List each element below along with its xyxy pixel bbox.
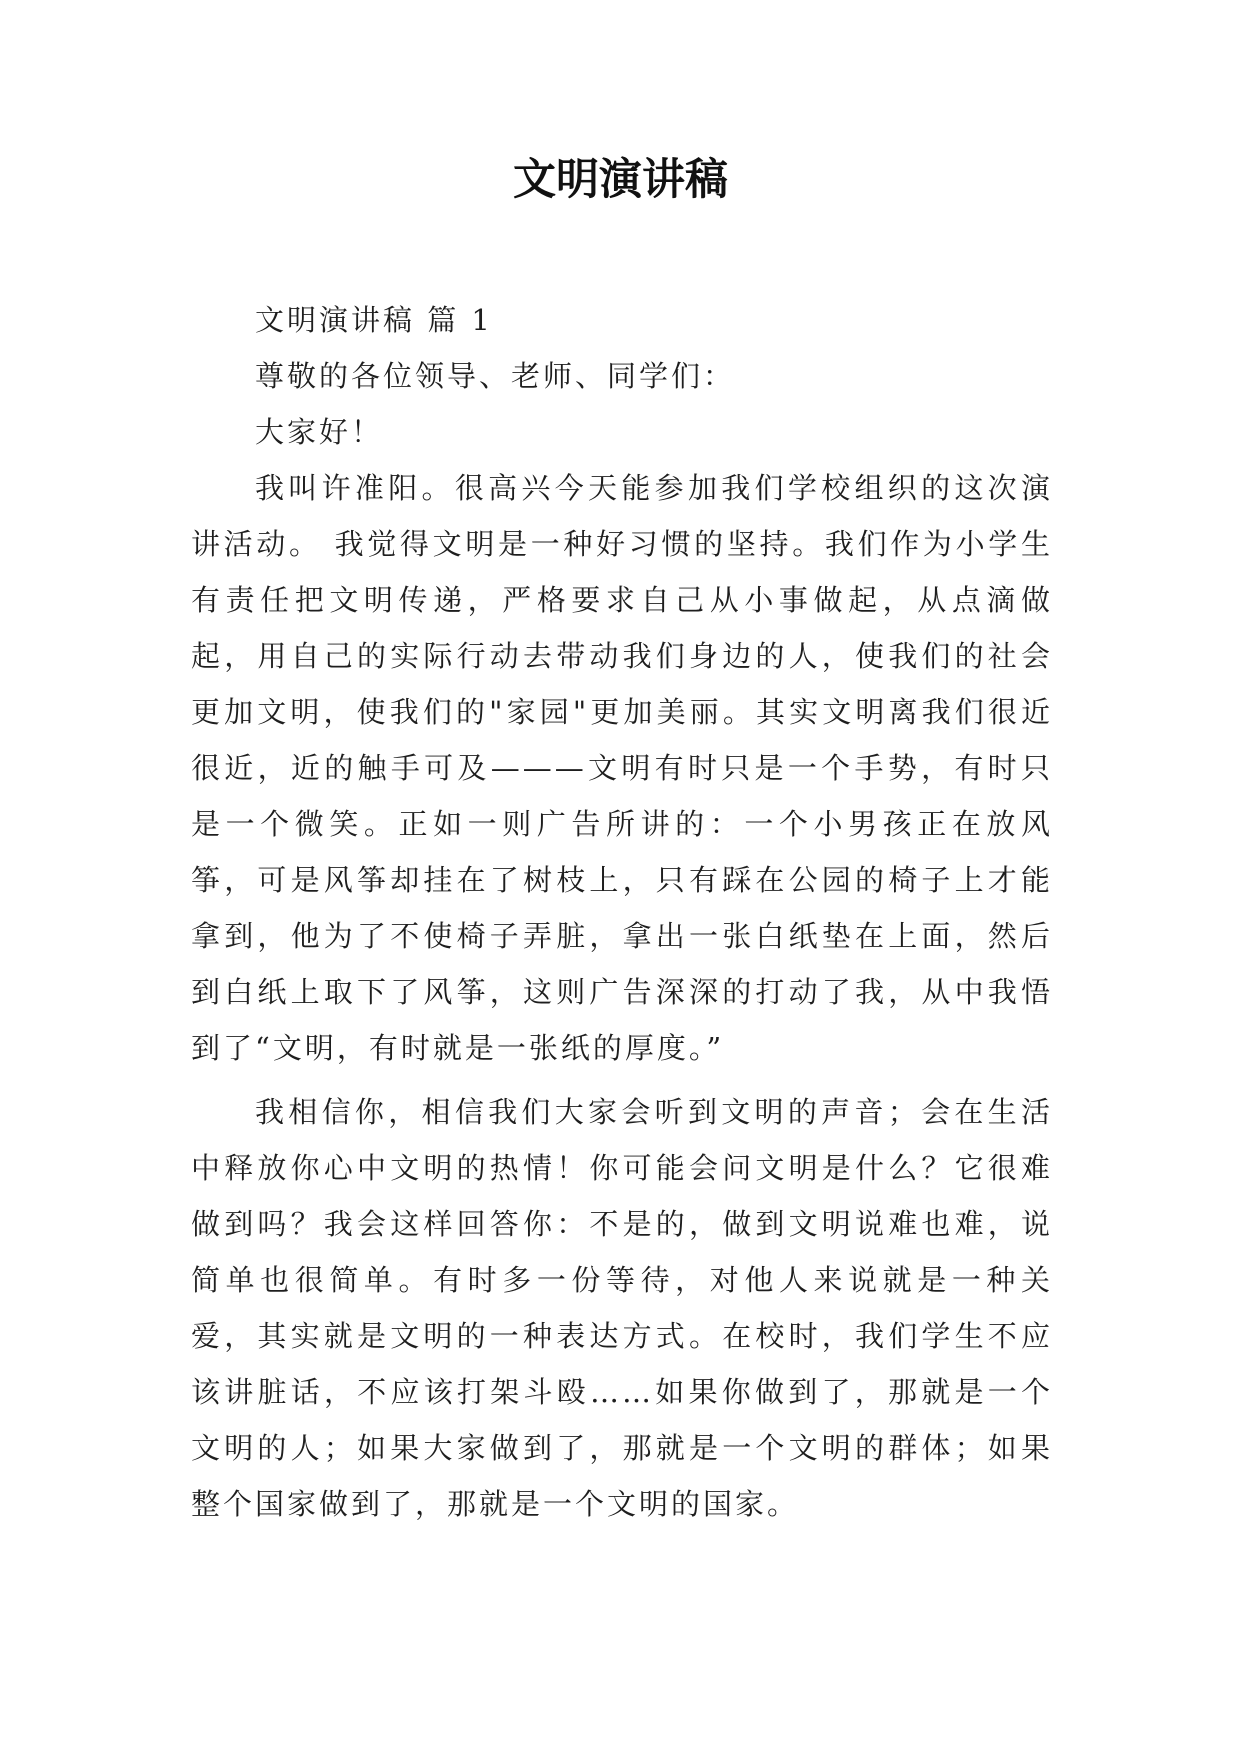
document-body: [191, 292, 1053, 1532]
section-heading: 文明演讲稿 篇 1: [255, 303, 493, 337]
paragraph-gap: [191, 1076, 1053, 1084]
paragraph: 我叫许准阳。很高兴今天能参加我们学校组织的这次演讲活动。 我觉得文明是一种好习惯的坚持。我们作为小学生有责任把文明传递，严格要求自己从小事做起，从点滴做起，用自己的实际行动去带动我们身边的人，使我们的社会更加文明，使我们的"家园"更加美丽。其实文明离我们很近很近，近的触手可及———文明有时只是一个手势，有时只是一个微笑。正如一则广告所讲的：一个小男孩正在放风筝，可是风筝却挂在了树枝上，只有踩在公园的椅子上才能拿到，他为了不使椅子弄脏，拿出一张白纸垫在上面，然后到白纸上取下了风筝，这则广告深深的打动了我，从中我悟到了“文明，有时就是一张纸的厚度。”: [191, 471, 1053, 1065]
document-title: 文明演讲稿: [513, 155, 728, 205]
paragraph: 我相信你，相信我们大家会听到文明的声音；会在生活中释放你心中文明的热情！你可能会问文明是什么？它很难做到吗？我会这样回答你：不是的，做到文明说难也难，说简单也很简单。有时多一份等待，对他人来说就是一种关爱，其实就是文明的一种表达方式。在校时，我们学生不应该讲脏话，不应该打架斗殴……如果你做到了，那就是一个文明的人；如果大家做到了，那就是一个文明的群体；如果整个国家做到了，那就是一个文明的国家。: [191, 1095, 1053, 1521]
salutation: 尊敬的各位领导、老师、同学们：: [255, 359, 736, 393]
greeting: 大家好！: [255, 415, 384, 449]
